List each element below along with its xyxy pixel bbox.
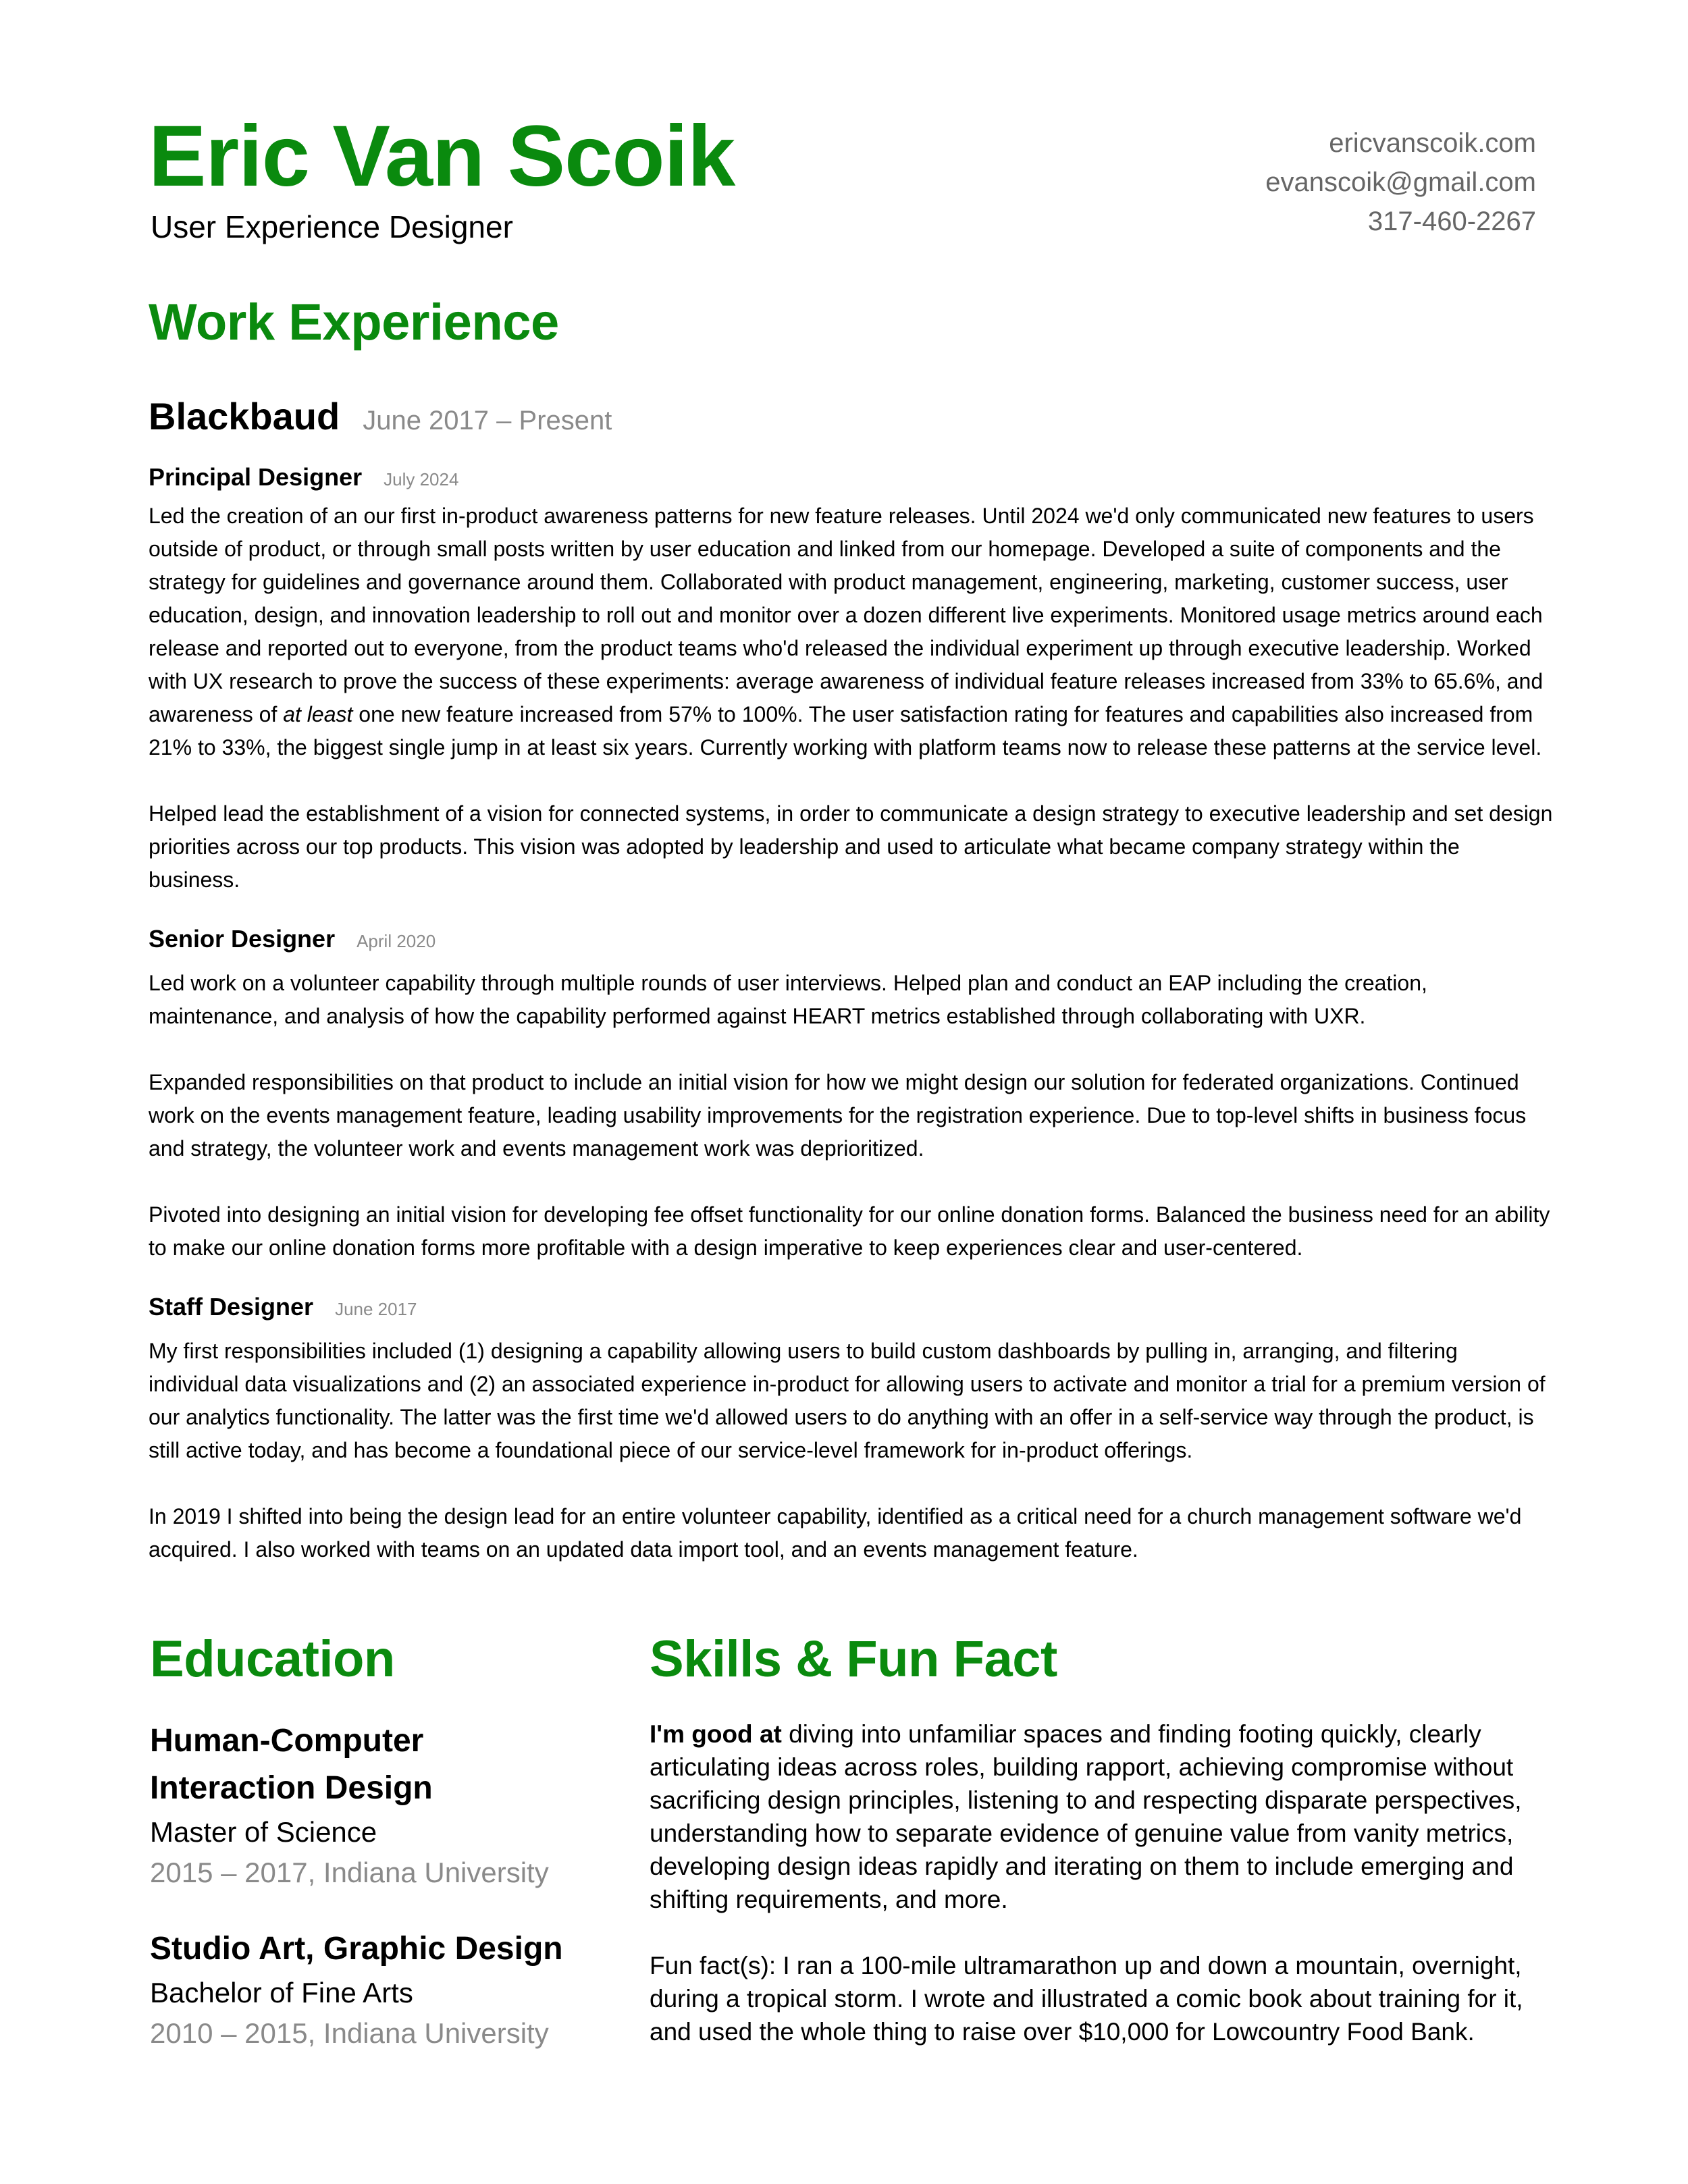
company-dates: June 2017 – Present: [363, 406, 612, 435]
emphasis-text: at least: [283, 702, 353, 726]
role-senior-designer: [149, 925, 1553, 1264]
education-heading: Education: [150, 1630, 395, 1688]
role-title: Principal Designer: [149, 463, 363, 491]
degree-title: Interaction Design: [150, 1770, 433, 1806]
degree-title: Studio Art, Graphic Design: [150, 1931, 563, 1967]
skills-section: [650, 1630, 1548, 2048]
company-name: Blackbaud: [149, 395, 340, 437]
email-link[interactable]: evanscoik@gmail.com: [1265, 167, 1536, 197]
role-date: April 2020: [357, 931, 436, 951]
role-paragraph: My first responsibilities included (1) designing a capability allowing users to build custom dashboards by pulling in, arranging, and filtering individual data visualizations and (2) an associated experience in-product for allowing users to activate and monitor a trial for a premium version of our analytics functionality. The latter was the first time we'd allowed users to do anything with an offer in a self-service way through the product, is still active today, and has become a foundational piece of our service-level framework for in-product offerings.: [149, 1339, 1546, 1462]
degree-years: 2010 – 2015, Indiana University: [150, 2017, 549, 2049]
skills-text: diving into unfamiliar spaces and finding footing quickly, clearly articulating ideas across roles, building rapport, achieving compromise without sacrificing design principles, listening to and respecting disparate perspectives, understanding how to separate evidence of genuine value from vanity metrics, developing design ideas rapidly and iterating on them to include emerging and shifting requirements, and more.: [650, 1720, 1522, 1913]
role-paragraph: Pivoted into designing an initial vision for developing fee offset functionality for our online donation forms. Balanced the business need for an ability to make our online donation forms more profitable with a design imperative to keep experiences clear and user-centered.: [149, 1202, 1550, 1260]
role-header: [149, 1293, 1553, 1324]
applicant-role: User Experience Designer: [151, 209, 513, 244]
role-paragraph: Expanded responsibilities on that product to include an initial vision for how we might design our solution for federated organizations. Continued work on the events management feature, leading usability improvements for the registration experience. Due to top-level shifts in business focus and strategy, the volunteer work and events management work was deprioritized.: [149, 1070, 1527, 1161]
skills-heading: Skills & Fun Fact: [650, 1630, 1057, 1688]
work-experience-section: [149, 294, 1553, 1566]
fun-fact-paragraph: Fun fact(s): I ran a 100-mile ultramarathon up and down a mountain, overnight, during a tropical storm. I wrote and illustrated a comic book about training for it, and used the whole thing to raise over $10,000 for Lowcountry Food Bank.: [650, 1952, 1523, 2046]
company-header: [149, 394, 1553, 436]
degree-hci: [150, 1717, 609, 1893]
role-paragraph: Helped lead the establishment of a vision for connected systems, in order to communicate a design strategy to executive leadership and set design priorities across our top products. This vision was adopted by leadership and used to articulate what became company strategy within the business.: [149, 801, 1553, 892]
role-title: Staff Designer: [149, 1293, 314, 1321]
degree-studio-art: [150, 1925, 609, 2054]
role-date: July 2024: [384, 469, 459, 489]
paragraph-text: Led the creation of an our first in-product awareness patterns for new feature releases. Until 2024 we'd only communicated new features to users outside of product, or through small posts written by user education and linked from our homepage. Developed a suite of components and the strategy for guidelines and governance around them. Collaborated with product management, engineering, marketing, customer success, user education, design, and innovation leadership to roll out and monitor over a dozen different live experiments. Monitored usage metrics around each release and reported out to everyone, from the product teams who'd released the individual experiment up through executive leadership. Worked with UX research to prove the success of these experiments: average awareness of individual feature releases increased from 33% to 65.6%, and awareness of: [149, 504, 1544, 726]
role-header: [149, 925, 1553, 956]
degree-title: Human-Computer: [150, 1723, 424, 1759]
role-paragraph: Led work on a volunteer capability through multiple rounds of user interviews. Helped plan and conduct an EAP including the creation, maintenance, and analysis of how the capability performed against HEART metrics established through collaborating with UXR.: [149, 971, 1427, 1028]
role-header: [149, 463, 1553, 494]
applicant-name: Eric Van Scoik: [149, 108, 735, 205]
contact-info: [1265, 124, 1536, 241]
role-date: June 2017: [335, 1299, 417, 1319]
skills-paragraph: [650, 1717, 1548, 1916]
role-paragraph: In 2019 I shifted into being the design lead for an entire volunteer capability, identified as a critical need for a church management software we'd acquired. I also worked with teams on an updated data import tool, and an events management feature.: [149, 1504, 1522, 1562]
role-staff-designer: [149, 1293, 1553, 1566]
role-title: Senior Designer: [149, 925, 336, 953]
degree-type: Master of Science: [150, 1816, 377, 1848]
work-experience-heading: Work Experience: [149, 294, 559, 351]
phone-number: 317-460-2267: [1367, 207, 1536, 236]
skills-lead: I'm good at: [650, 1720, 782, 1748]
paragraph-text: one new feature increased from 57% to 100%. The user satisfaction rating for features and capabilities also increased from 21% to 33%, the biggest single jump in at least six years. Currently working with platform teams now to release these patterns at the service level.: [149, 702, 1542, 760]
website-link[interactable]: ericvanscoik.com: [1329, 128, 1536, 158]
role-paragraph: [149, 500, 1553, 764]
education-section: [150, 1630, 609, 2054]
degree-type: Bachelor of Fine Arts: [150, 1977, 413, 2008]
role-principal-designer: [149, 463, 1553, 897]
degree-years: 2015 – 2017, Indiana University: [150, 1857, 549, 1888]
